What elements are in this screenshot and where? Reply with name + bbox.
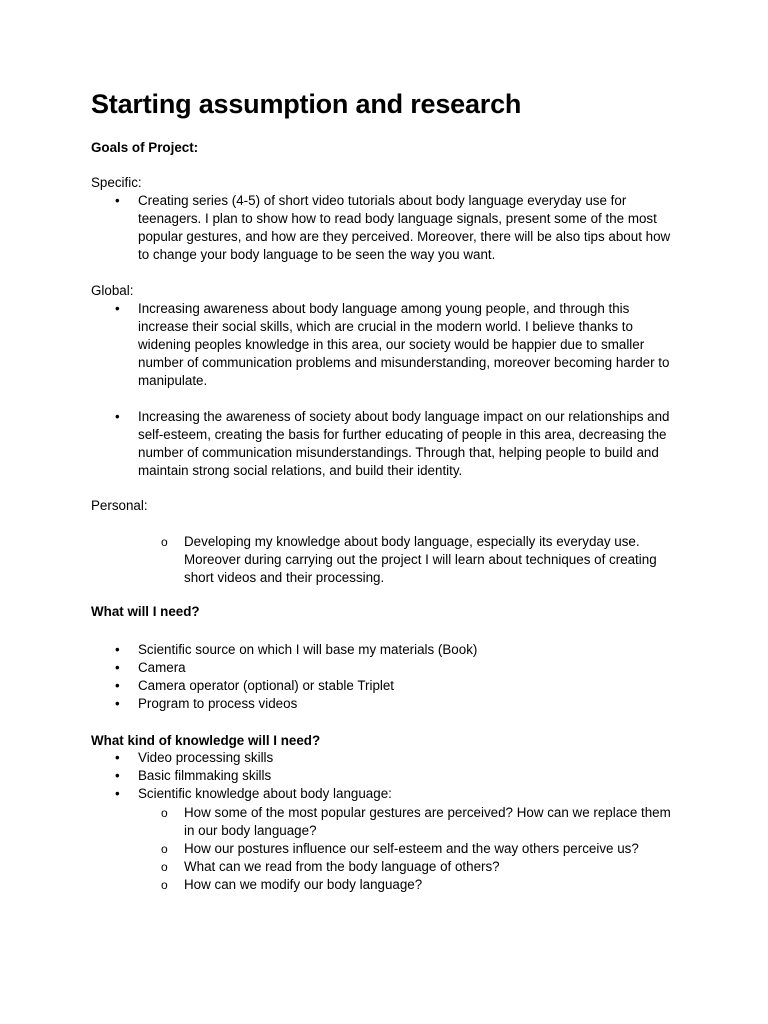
global-list-2 [138, 408, 678, 480]
personal-list [184, 533, 684, 587]
global-list [138, 300, 678, 390]
global-label: Global: [91, 283, 134, 298]
specific-list [138, 192, 678, 264]
personal-label: Personal: [91, 498, 148, 513]
list-item: o What can we read from the body language of others? [184, 858, 684, 876]
specific-label: Specific: [91, 175, 142, 190]
list-item: • Camera [138, 659, 678, 677]
list-item: o How our postures influence our self-esteem and the way others perceive us? [184, 840, 684, 858]
list-item: • Video processing skills [138, 749, 678, 767]
list-item: o Developing my knowledge about body language, especially its everyday use. Moreover during carrying out the project I will learn about techniques of creating short videos and their processing. [184, 533, 684, 587]
list-item: • Program to process videos [138, 695, 678, 713]
list-item: • Creating series (4-5) of short video tutorials about body language everyday use for teenagers. I plan to show how to read body language signals, present some of the most popular gestures, and how are they perceived. Moreover, there will be also tips about how to change your body language to be seen the way you want. [138, 192, 678, 264]
knowledge-sublist [184, 804, 684, 894]
list-item: • Scientific source on which I will base my materials (Book) [138, 641, 678, 659]
list-item: • Increasing the awareness of society about body language impact on our relationships and self-esteem, creating the basis for further educating of people in this area, decreasing the number of communication misunderstandings. Through that, helping people to build and maintain strong social relations, and build their identity. [138, 408, 678, 480]
list-item: o How can we modify our body language? [184, 876, 684, 894]
knowledge-list [138, 749, 678, 803]
need-list [138, 641, 678, 713]
list-item: • Camera operator (optional) or stable Triplet [138, 677, 678, 695]
goals-heading: Goals of Project: [91, 140, 199, 155]
need-heading: What will I need? [91, 604, 200, 619]
list-item: • Basic filmmaking skills [138, 767, 678, 785]
list-item: • Scientific knowledge about body language: [138, 785, 678, 803]
page-title: Starting assumption and research [91, 89, 522, 119]
knowledge-heading: What kind of knowledge will I need? [91, 733, 321, 748]
list-item: • Increasing awareness about body language among young people, and through this increase their social skills, which are crucial in the modern world. I believe thanks to widening peoples knowledge in this area, our society would be happier due to smaller number of communication problems and misunderstanding, moreover becoming harder to manipulate. [138, 300, 678, 390]
list-item: o How some of the most popular gestures are perceived? How can we replace them in our body language? [184, 804, 684, 840]
